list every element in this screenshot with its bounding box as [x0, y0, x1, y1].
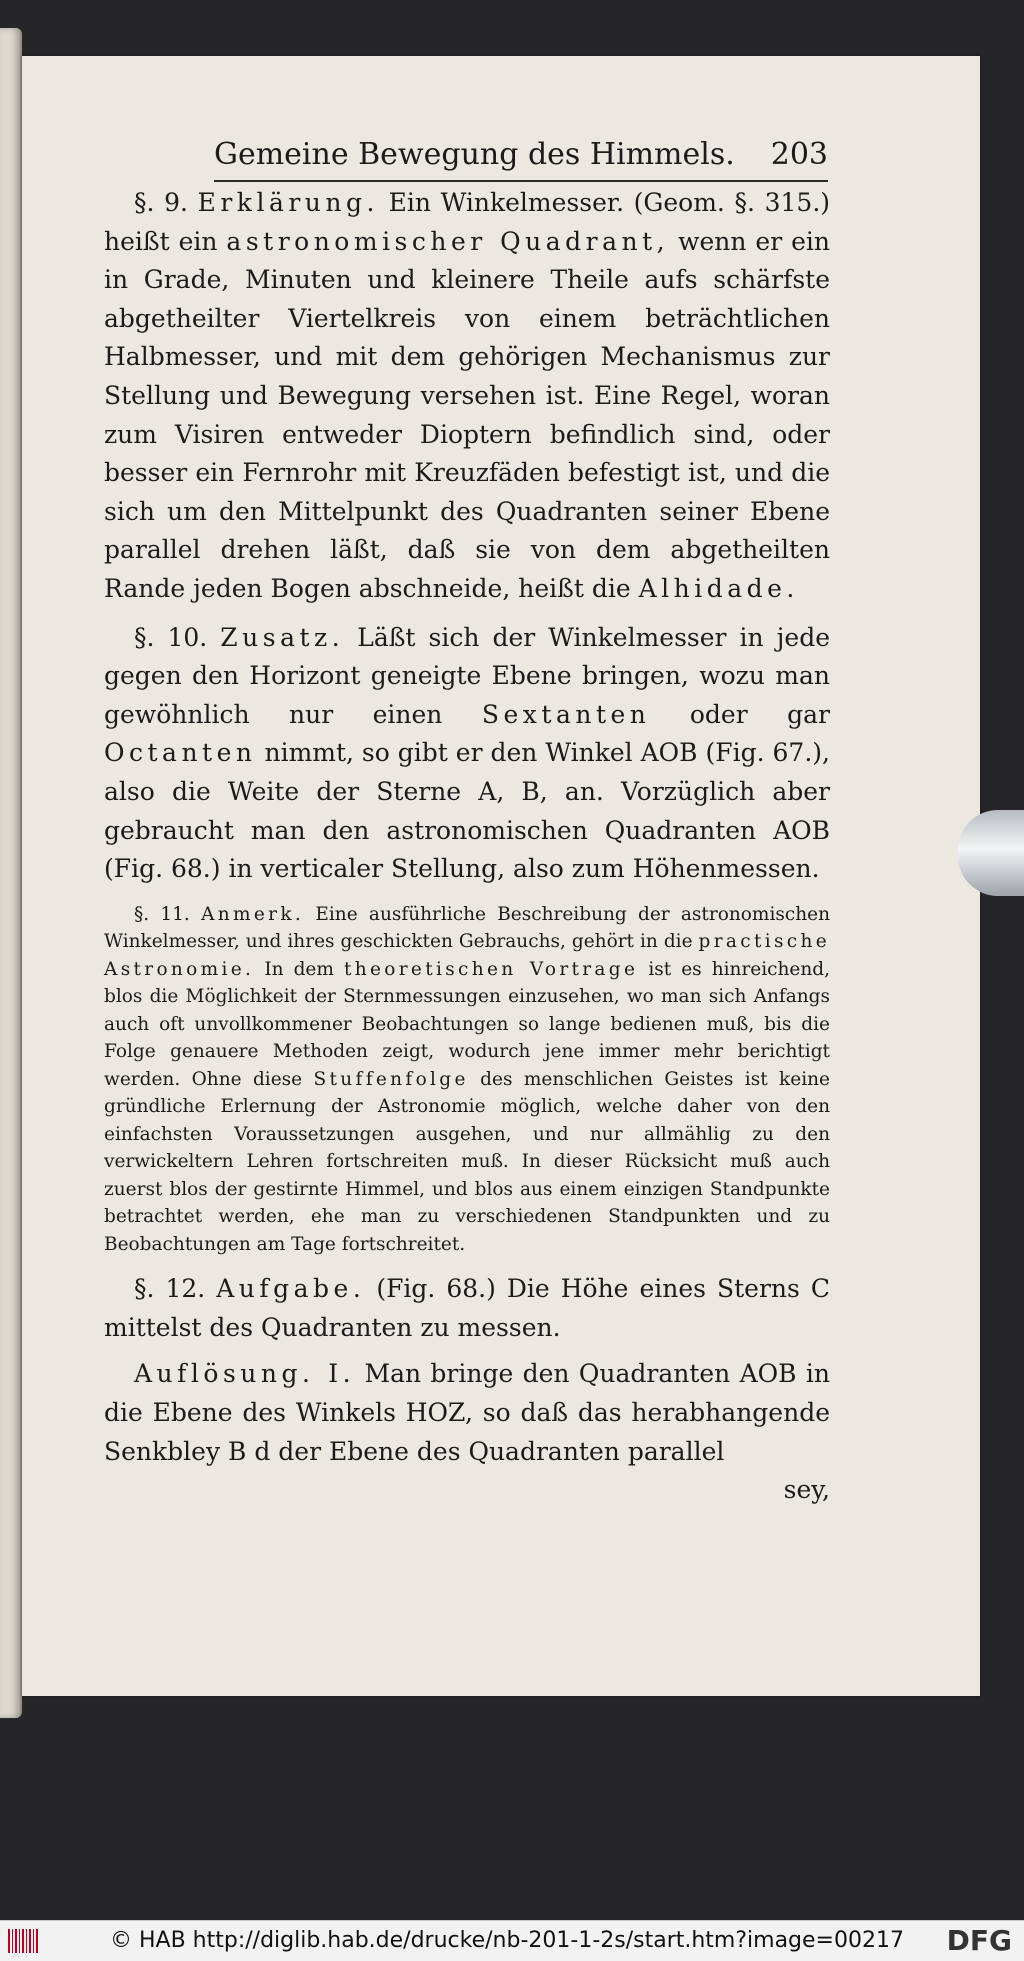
- spaced-term: practische Astronomie.: [104, 931, 830, 980]
- paragraph-13: [104, 1355, 830, 1471]
- page-clip: [958, 810, 1024, 896]
- spaced-term: theoretischen Vortrage: [343, 958, 639, 980]
- paragraph-text: Eine ausführliche Beschreibung der astronomischen Winkelmesser, und ihres geschickten Gebrauchs, gehört in die: [104, 903, 830, 953]
- running-title: Gemeine Bewegung des Himmels.: [214, 137, 735, 172]
- book-page: [22, 56, 980, 1696]
- paragraph-text: wenn er ein in Grade, Minuten und kleinere Theile aufs schärfste abgetheilter Viertelkreis von einem beträchtlichen Halbmesser, und mit dem gehörigen Mechanismus zur Stellung und Bewegung versehen ist. Eine Regel, woran zum Visiren entweder Dioptern befindlich sind, oder besser ein Fernrohr mit Kreuzfäden befestigt ist, und die sich um den Mittelpunkt des Quadranten seiner Ebene parallel drehen läßt, daß sie von dem abgetheilten Rande jeden Bogen abschneide, heißt die: [104, 226, 831, 603]
- paragraph-11-note: [104, 901, 830, 1259]
- paragraph-text: des menschlichen Geistes ist keine gründliche Erlernung der Astronomie möglich, welche daher von den einfachsten Voraussetzungen ausgehen, und nur allmählig zu den verwickeltern Lehren fortschreiten muß. In dieser Rücksicht muß auch zuerst blos der gestirnte Himmel, und blos aus einem einzigen Standpunkte betrachtet werden, ehe man zu verschiedenen Standpunkten und zu Beobachtungen am Tage fortschreitet.: [104, 1068, 830, 1255]
- paragraph-text: Man bringe den Quadranten AOB in die Ebene des Winkels HOZ, so daß das herabhangende Senkbley B d der Ebene des Quadranten parallel: [104, 1359, 830, 1466]
- section-number: §. 9.: [134, 188, 188, 217]
- spaced-term: Alhidade.: [638, 573, 799, 603]
- paragraph-10: [104, 619, 830, 889]
- paragraph-text: Läßt sich der Winkelmesser in jede gegen den Horizont geneigte Ebene bringen, wozu man gewöhnlich nur einen: [104, 622, 830, 729]
- source-url[interactable]: © HAB http://diglib.hab.de/drucke/nb-201-1-2s/start.htm?image=00217: [110, 1928, 904, 1953]
- spaced-term: astronomischer Quadrant,: [226, 226, 670, 256]
- section-number: §. 12.: [134, 1274, 206, 1304]
- catchword: sey,: [783, 1475, 830, 1505]
- section-label: Anmerk.: [201, 903, 305, 925]
- page-body: [104, 184, 830, 1509]
- section-number: §. 10.: [134, 622, 208, 652]
- paragraph-12: [104, 1270, 830, 1347]
- footer-bar: [0, 1920, 1024, 1961]
- paragraph-text: oder gar: [689, 699, 830, 729]
- page-header: [214, 130, 828, 182]
- barcode-icon: [8, 1929, 38, 1953]
- section-label: Erklärung.: [197, 188, 379, 217]
- paragraph-text: ist es hinreichend, blos die Möglichkeit der Sternmessungen einzusehen, wo man sich Anfangs auch oft unvollkommener Beobachtungen so lange bedienen muß, bis die Folge genauere Methoden zeigt, wodurch jene immer mehr berichtigt werden. Ohne diese: [104, 958, 831, 1090]
- paragraph-text: In dem: [264, 958, 334, 980]
- section-number: §. 11.: [134, 903, 190, 925]
- spaced-term: Sextanten: [481, 699, 651, 729]
- spaced-term: Stuffenfolge: [313, 1068, 469, 1090]
- paragraph-text: nimmt, so gibt er den Winkel AOB (Fig. 67.), also die Weite der Sterne A, B, an. Vorzüglich aber gebraucht man den astronomischen Quadranten AOB (Fig. 68.) in verticaler Stellung, also zum Höhenmessen.: [104, 738, 830, 884]
- section-label: Auflösung. I.: [134, 1359, 356, 1389]
- dfg-logo: DFG: [946, 1924, 1012, 1957]
- paragraph-text: (Fig. 68.) Die Höhe eines Sterns C mittelst des Quadranten zu messen.: [104, 1274, 830, 1342]
- previous-page-edge: [0, 28, 22, 1718]
- paragraph-9: [104, 184, 830, 609]
- section-label: Aufgabe.: [216, 1274, 366, 1304]
- page-number: 203: [770, 137, 828, 172]
- spaced-term: Octanten: [104, 738, 257, 768]
- paragraph-text: Ein Winkelmesser. (Geom. §. 315.) heißt ein: [104, 188, 831, 256]
- section-label: Zusatz.: [220, 622, 345, 652]
